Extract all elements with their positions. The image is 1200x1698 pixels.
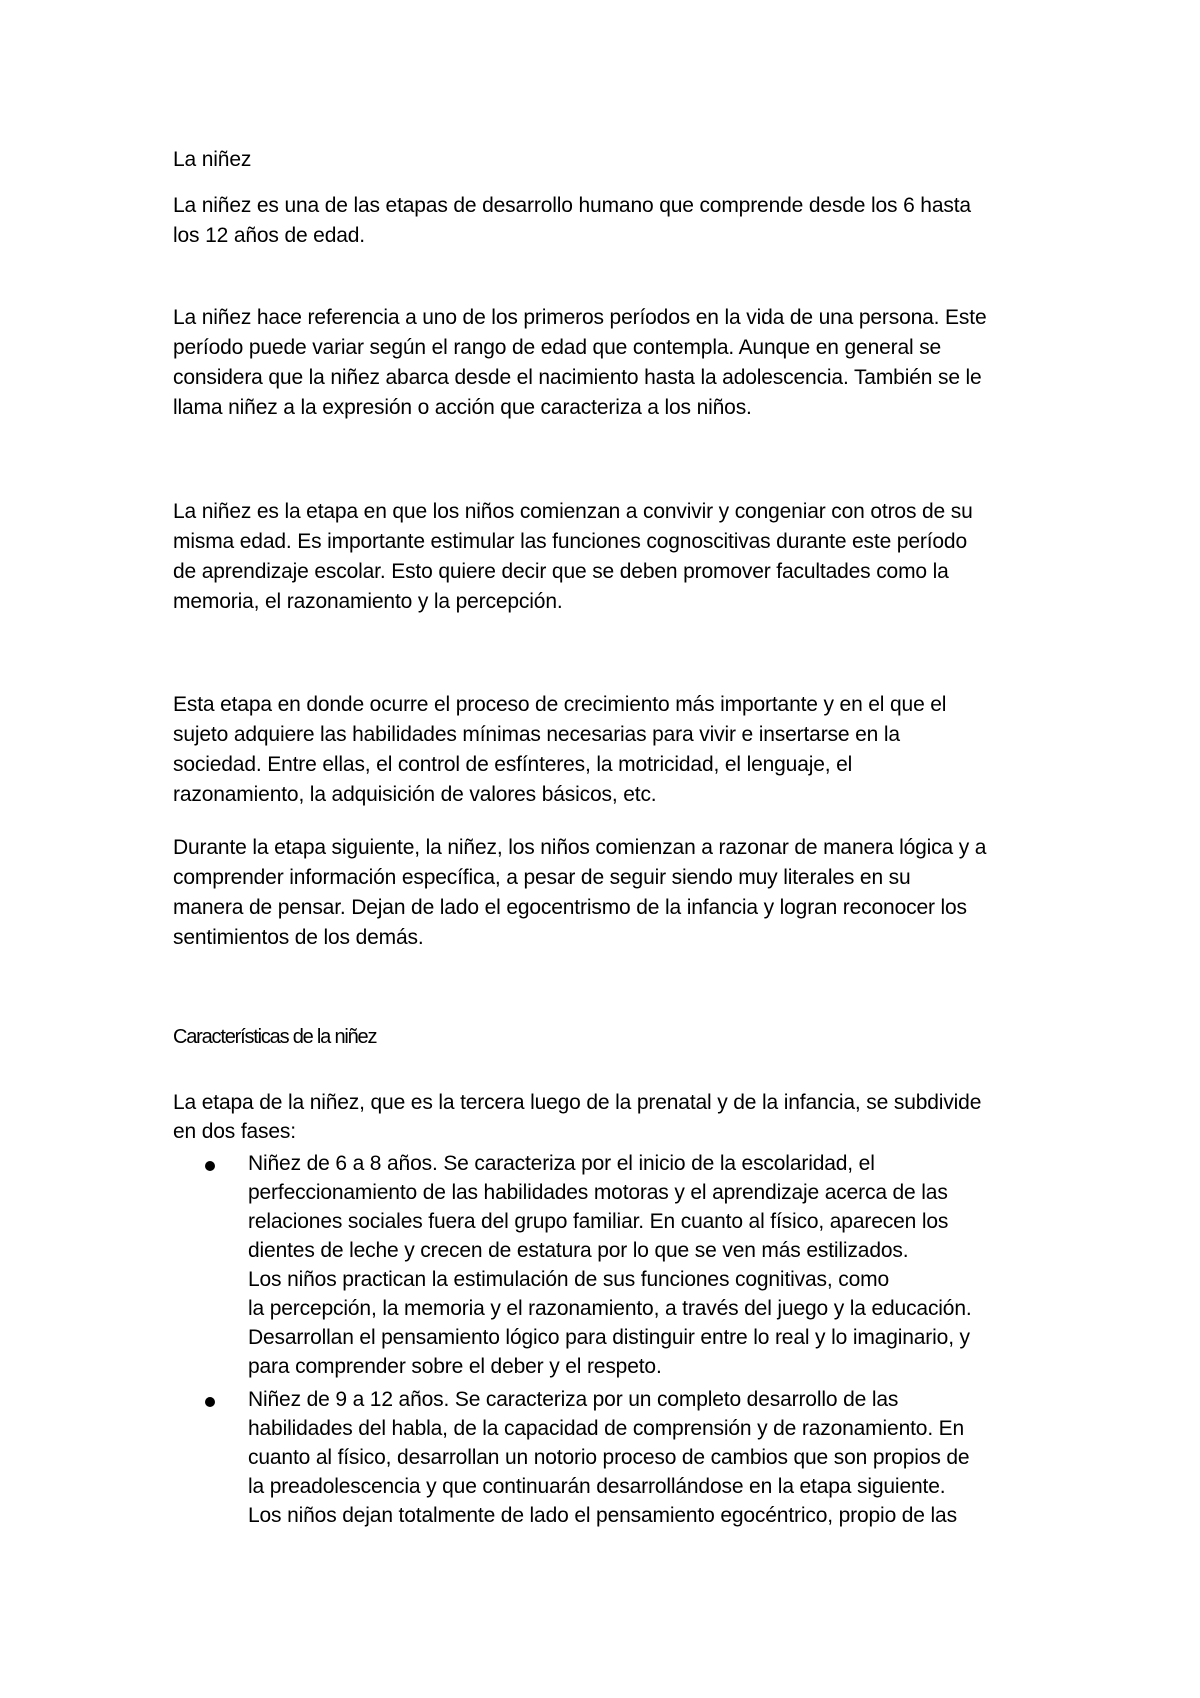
bullet-line: la percepción, la memoria y el razonamiento, a través del juego y la educación. bbox=[248, 1297, 972, 1320]
paragraph-line: en dos fases: bbox=[173, 1120, 296, 1143]
paragraph-line: manera de pensar. Dejan de lado el egocentrismo de la infancia y logran reconocer los bbox=[173, 896, 967, 919]
paragraph-line: La niñez hace referencia a uno de los primeros períodos en la vida de una persona. Este bbox=[173, 306, 987, 329]
paragraph-line: La etapa de la niñez, que es la tercera luego de la prenatal y de la infancia, se subdivide bbox=[173, 1091, 982, 1114]
bullet-line: perfeccionamiento de las habilidades motoras y el aprendizaje acerca de las bbox=[248, 1181, 948, 1204]
section-subheading: Características de la niñez bbox=[173, 1026, 377, 1048]
bullet-line: relaciones sociales fuera del grupo familiar. En cuanto al físico, aparecen los bbox=[248, 1210, 949, 1233]
bullet-line: la preadolescencia y que continuarán desarrollándose en la etapa siguiente. bbox=[248, 1475, 946, 1498]
bullet-line: Niñez de 9 a 12 años. Se caracteriza por un completo desarrollo de las bbox=[248, 1388, 899, 1411]
paragraph-line: Esta etapa en donde ocurre el proceso de crecimiento más importante y en el que el bbox=[173, 693, 947, 716]
paragraph-line: memoria, el razonamiento y la percepción. bbox=[173, 590, 563, 613]
bullet-line: Desarrollan el pensamiento lógico para distinguir entre lo real y lo imaginario, y bbox=[248, 1326, 970, 1349]
paragraph-line: sujeto adquiere las habilidades mínimas necesarias para vivir e insertarse en la bbox=[173, 723, 900, 746]
bullet-line: dientes de leche y crecen de estatura por lo que se ven más estilizados. bbox=[248, 1239, 909, 1262]
intro-line: La niñez es una de las etapas de desarrollo humano que comprende desde los 6 hasta bbox=[173, 194, 971, 217]
bullet-line: cuanto al físico, desarrollan un notorio proceso de cambios que son propios de bbox=[248, 1446, 970, 1469]
bullet-line: Los niños practican la estimulación de sus funciones cognitivas, como bbox=[248, 1268, 889, 1291]
paragraph-line: llama niñez a la expresión o acción que caracteriza a los niños. bbox=[173, 396, 752, 419]
paragraph-line: razonamiento, la adquisición de valores básicos, etc. bbox=[173, 783, 657, 806]
paragraph-line: misma edad. Es importante estimular las funciones cognoscitivas durante este período bbox=[173, 530, 967, 553]
paragraph-line: período puede variar según el rango de edad que contempla. Aunque en general se bbox=[173, 336, 942, 359]
paragraph-line: La niñez es la etapa en que los niños comienzan a convivir y congeniar con otros de su bbox=[173, 500, 973, 523]
bullet-line: habilidades del habla, de la capacidad de comprensión y de razonamiento. En bbox=[248, 1417, 965, 1440]
paragraph-line: Durante la etapa siguiente, la niñez, los niños comienzan a razonar de manera lógica y a bbox=[173, 836, 987, 859]
bullet-line: Los niños dejan totalmente de lado el pensamiento egocéntrico, propio de las bbox=[248, 1504, 957, 1527]
paragraph-line: de aprendizaje escolar. Esto quiere decir que se deben promover facultades como la bbox=[173, 560, 949, 583]
bullet-line: para comprender sobre el deber y el respeto. bbox=[248, 1355, 662, 1378]
paragraph-line: considera que la niñez abarca desde el nacimiento hasta la adolescencia. También se le bbox=[173, 366, 982, 389]
intro-line: los 12 años de edad. bbox=[173, 224, 365, 247]
paragraph-line: sentimientos de los demás. bbox=[173, 926, 424, 949]
paragraph-line: comprender información específica, a pesar de seguir siendo muy literales en su bbox=[173, 866, 911, 889]
bullet-icon bbox=[205, 1397, 215, 1407]
document-title: La niñez bbox=[173, 148, 252, 171]
bullet-icon bbox=[205, 1161, 215, 1171]
paragraph-line: sociedad. Entre ellas, el control de esfínteres, la motricidad, el lenguaje, el bbox=[173, 753, 853, 776]
bullet-line: Niñez de 6 a 8 años. Se caracteriza por el inicio de la escolaridad, el bbox=[248, 1152, 875, 1175]
